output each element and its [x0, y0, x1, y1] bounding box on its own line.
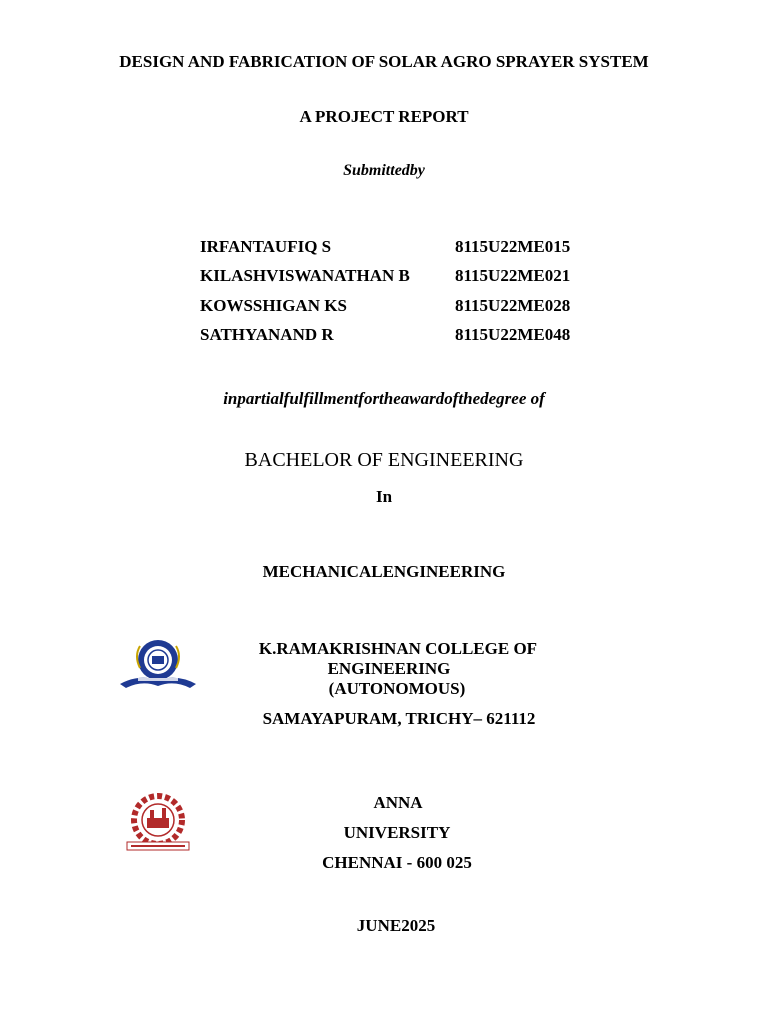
degree-in: In	[375, 487, 393, 506]
member-register-number: 8115U22ME021	[455, 266, 571, 285]
submitted-by: Submittedby	[343, 162, 425, 179]
college-name-line2: ENGINEERING	[327, 659, 451, 678]
member-name: IRFANTAUFIQ S	[200, 237, 332, 256]
member-name: KOWSSHIGAN KS	[200, 296, 347, 315]
member-name: KILASHVISWANATHAN B	[200, 266, 410, 285]
college-name-line3: (AUTONOMOUS)	[328, 679, 466, 698]
university-location: CHENNAI - 600 025	[322, 853, 472, 872]
report-title: DESIGN AND FABRICATION OF SOLAR AGRO SPRAYER SYSTEM	[119, 52, 649, 71]
branch-name: MECHANICALENGINEERING	[262, 562, 506, 581]
report-subtitle: A PROJECT REPORT	[299, 107, 469, 126]
university-name-line2: UNIVERSITY	[343, 823, 451, 842]
college-address: SAMAYAPURAM, TRICHY– 621112	[262, 709, 536, 728]
report-date: JUNE2025	[356, 916, 436, 935]
degree-name: BACHELOR OF ENGINEERING	[244, 449, 524, 471]
member-register-number: 8115U22ME048	[455, 325, 571, 344]
member-register-number: 8115U22ME015	[455, 237, 571, 256]
member-register-number: 8115U22ME028	[455, 296, 571, 315]
fulfillment-text: inpartialfulfillmentfortheawardofthedegree of	[223, 389, 545, 408]
member-name: SATHYANAND R	[200, 325, 334, 344]
university-name-line1: ANNA	[373, 793, 423, 812]
college-name-line1: K.RAMAKRISHNAN COLLEGE OF	[258, 639, 538, 658]
